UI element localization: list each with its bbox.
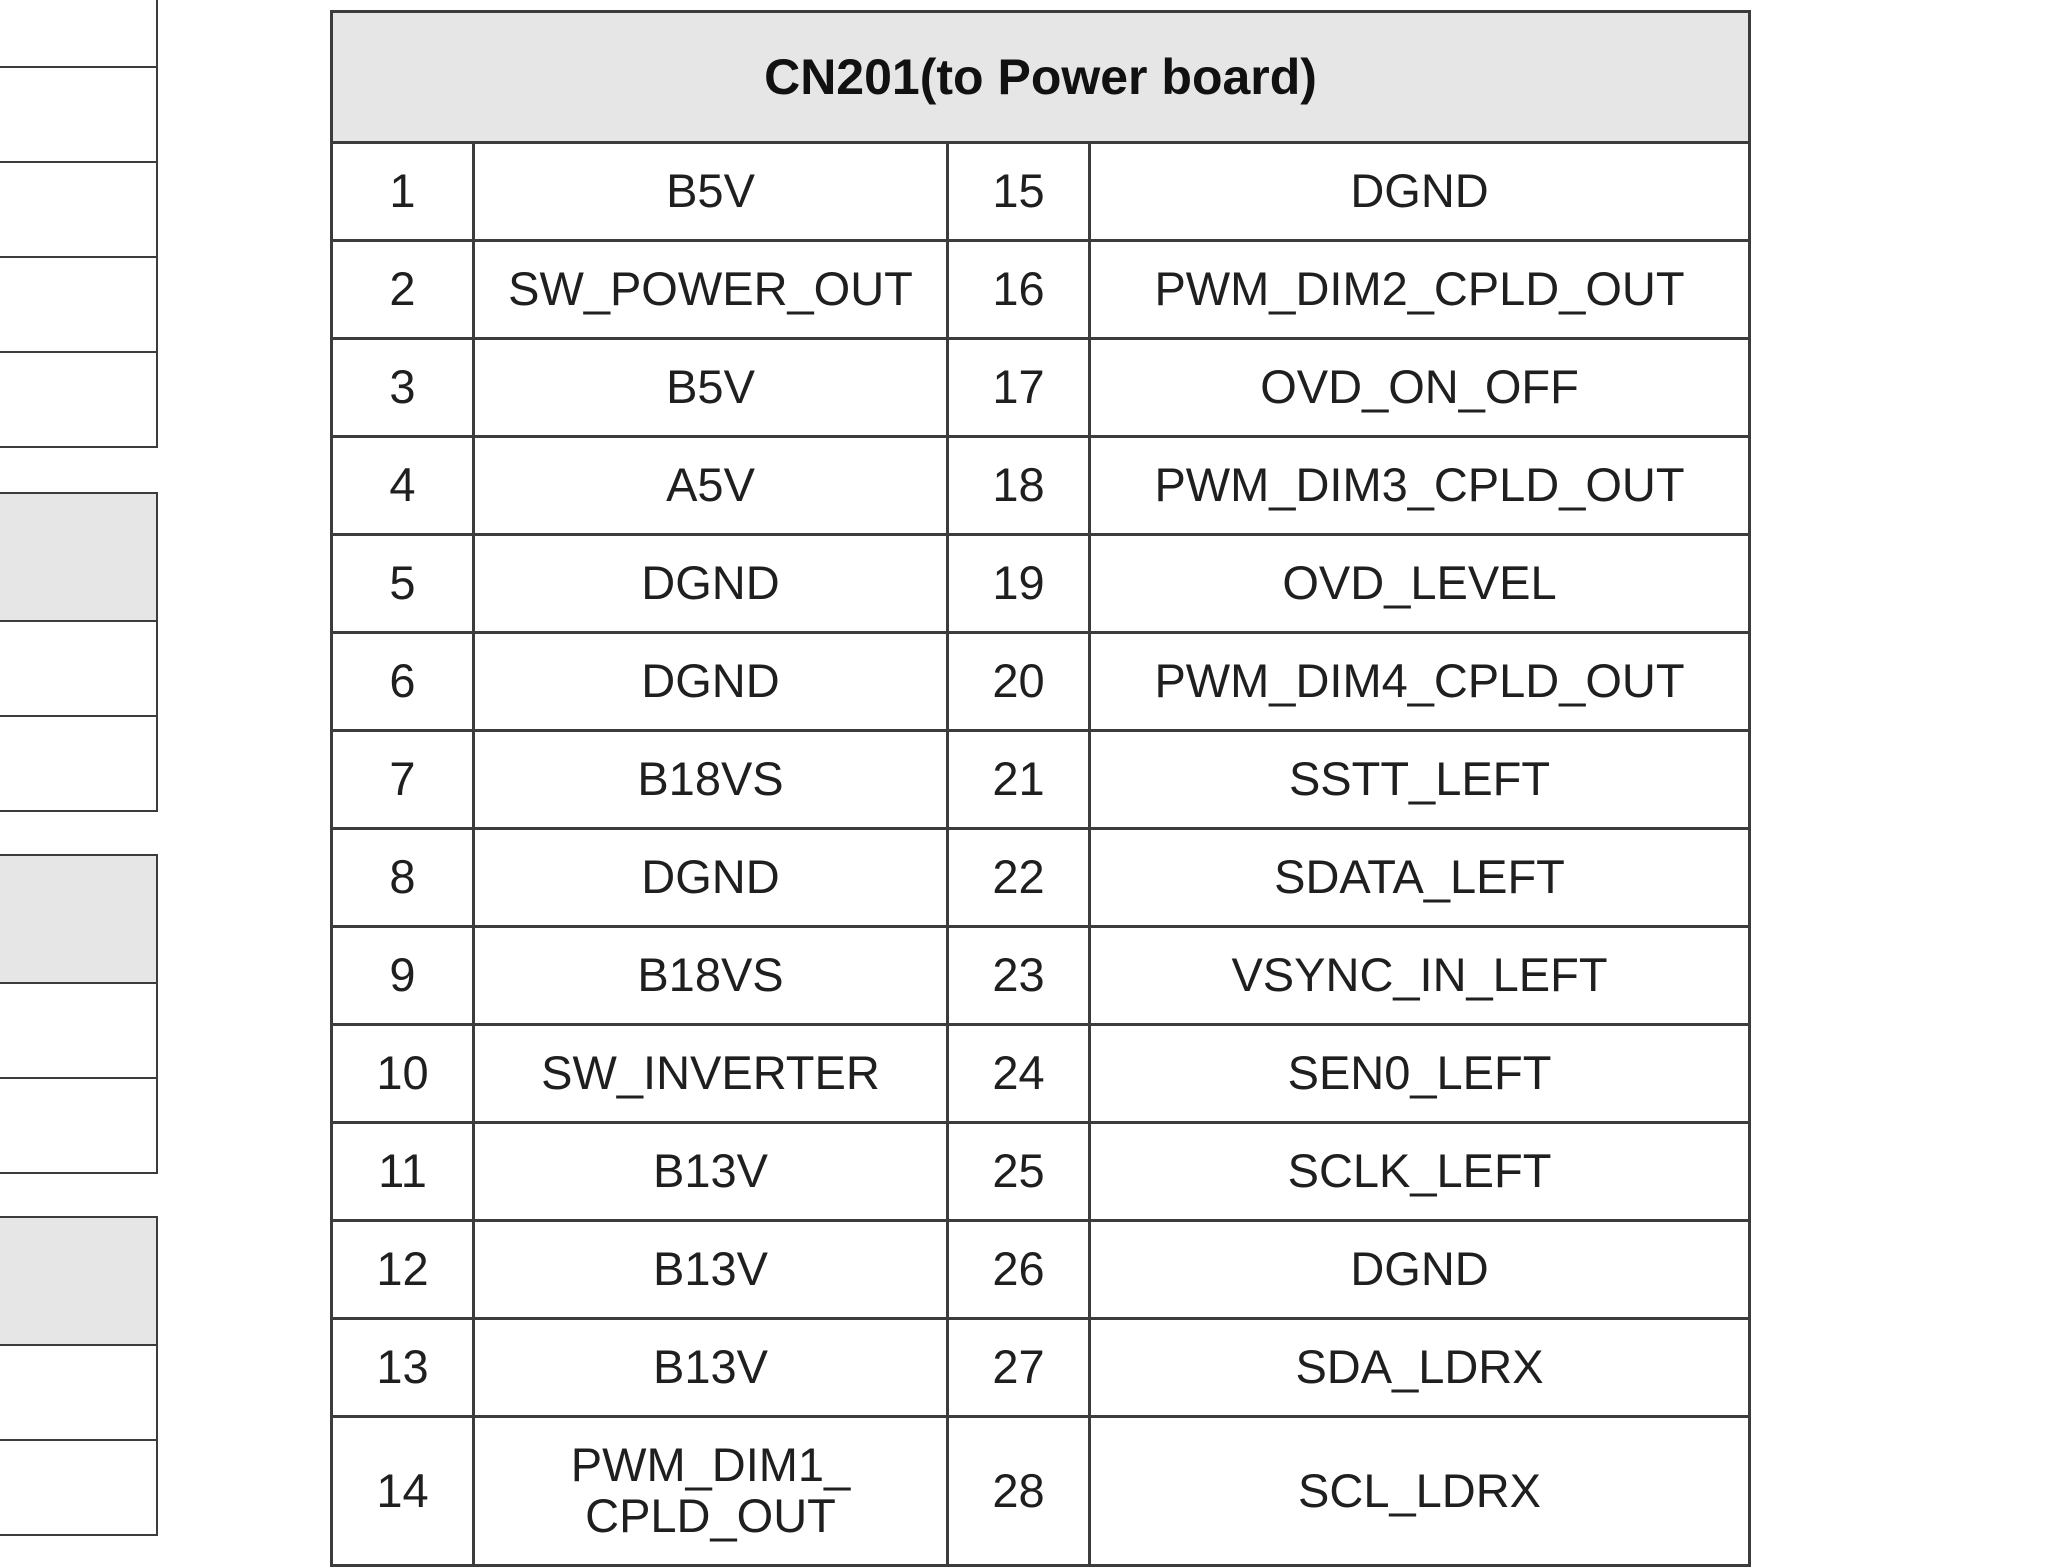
signal-name: B13V <box>474 1221 948 1319</box>
table-row <box>332 1025 1750 1123</box>
signal-name: SCL_LDRX <box>1090 1417 1750 1566</box>
pin-number: 26 <box>948 1221 1090 1319</box>
pin-number: 12 <box>332 1221 474 1319</box>
signal-name-line: PWM_DIM1_ <box>570 1438 851 1492</box>
adjacent-table-cell <box>0 0 158 68</box>
adjacent-table-cell <box>0 161 158 258</box>
table-row <box>332 1221 1750 1319</box>
pin-number: 28 <box>948 1417 1090 1566</box>
pin-number: 21 <box>948 731 1090 829</box>
pin-number: 1 <box>332 143 474 241</box>
adjacent-table-cell <box>0 715 158 812</box>
signal-name: DGND <box>1090 143 1750 241</box>
pin-number: 7 <box>332 731 474 829</box>
adjacent-table-header-cell <box>0 492 158 622</box>
pin-number: 20 <box>948 633 1090 731</box>
signal-name: A5V <box>474 437 948 535</box>
pin-number: 16 <box>948 241 1090 339</box>
signal-name: SW_INVERTER <box>474 1025 948 1123</box>
pin-number: 9 <box>332 927 474 1025</box>
signal-name <box>474 1417 948 1566</box>
table-row <box>332 143 1750 241</box>
table-row <box>332 535 1750 633</box>
signal-name-line: CPLD_OUT <box>585 1489 836 1542</box>
adjacent-table-cell <box>0 1344 158 1441</box>
pin-number: 8 <box>332 829 474 927</box>
signal-name: SDATA_LEFT <box>1090 829 1750 927</box>
signal-name: B18VS <box>474 731 948 829</box>
pin-number: 27 <box>948 1319 1090 1417</box>
table-row <box>332 339 1750 437</box>
signal-name: B13V <box>474 1319 948 1417</box>
signal-name: PWM_DIM4_CPLD_OUT <box>1090 633 1750 731</box>
adjacent-table-header-cell <box>0 854 158 984</box>
table-title: CN201(to Power board) <box>332 12 1750 143</box>
signal-name: SCLK_LEFT <box>1090 1123 1750 1221</box>
signal-name: SW_POWER_OUT <box>474 241 948 339</box>
table-row <box>332 1319 1750 1417</box>
table-row <box>332 927 1750 1025</box>
pin-number: 3 <box>332 339 474 437</box>
pin-number: 22 <box>948 829 1090 927</box>
signal-name: PWM_DIM2_CPLD_OUT <box>1090 241 1750 339</box>
pin-number: 5 <box>332 535 474 633</box>
adjacent-table-cell <box>0 351 158 448</box>
signal-name: OVD_LEVEL <box>1090 535 1750 633</box>
adjacent-table-cell <box>0 256 158 353</box>
table-header-row <box>332 12 1750 143</box>
table-row <box>332 437 1750 535</box>
pin-number: 4 <box>332 437 474 535</box>
pin-number: 2 <box>332 241 474 339</box>
cn201-pinout-table <box>330 10 1751 1567</box>
table-row <box>332 731 1750 829</box>
signal-name: SDA_LDRX <box>1090 1319 1750 1417</box>
signal-name: VSYNC_IN_LEFT <box>1090 927 1750 1025</box>
adjacent-table-cell <box>0 1077 158 1174</box>
signal-name: DGND <box>474 535 948 633</box>
adjacent-table-fragment <box>0 0 160 1536</box>
signal-name: B5V <box>474 143 948 241</box>
pin-number: 24 <box>948 1025 1090 1123</box>
adjacent-table-cell <box>0 982 158 1079</box>
signal-name: SSTT_LEFT <box>1090 731 1750 829</box>
adjacent-table-cell <box>0 620 158 717</box>
pin-number: 6 <box>332 633 474 731</box>
pin-number: 11 <box>332 1123 474 1221</box>
signal-name: DGND <box>474 633 948 731</box>
table-row <box>332 1123 1750 1221</box>
pin-number: 13 <box>332 1319 474 1417</box>
signal-name: PWM_DIM3_CPLD_OUT <box>1090 437 1750 535</box>
signal-name: B13V <box>474 1123 948 1221</box>
table-row <box>332 1417 1750 1566</box>
signal-name: DGND <box>1090 1221 1750 1319</box>
signal-name: DGND <box>474 829 948 927</box>
pin-number: 23 <box>948 927 1090 1025</box>
table-row <box>332 829 1750 927</box>
pin-number: 15 <box>948 143 1090 241</box>
pin-number: 19 <box>948 535 1090 633</box>
pin-number: 17 <box>948 339 1090 437</box>
pin-number: 25 <box>948 1123 1090 1221</box>
table-row <box>332 241 1750 339</box>
signal-name: OVD_ON_OFF <box>1090 339 1750 437</box>
adjacent-table-cell <box>0 1439 158 1536</box>
signal-name: SEN0_LEFT <box>1090 1025 1750 1123</box>
adjacent-table-header-cell <box>0 1216 158 1346</box>
signal-name: B18VS <box>474 927 948 1025</box>
signal-name: B5V <box>474 339 948 437</box>
pin-number: 18 <box>948 437 1090 535</box>
adjacent-table-cell <box>0 66 158 163</box>
pin-number: 10 <box>332 1025 474 1123</box>
table-row <box>332 633 1750 731</box>
pin-number: 14 <box>332 1417 474 1566</box>
